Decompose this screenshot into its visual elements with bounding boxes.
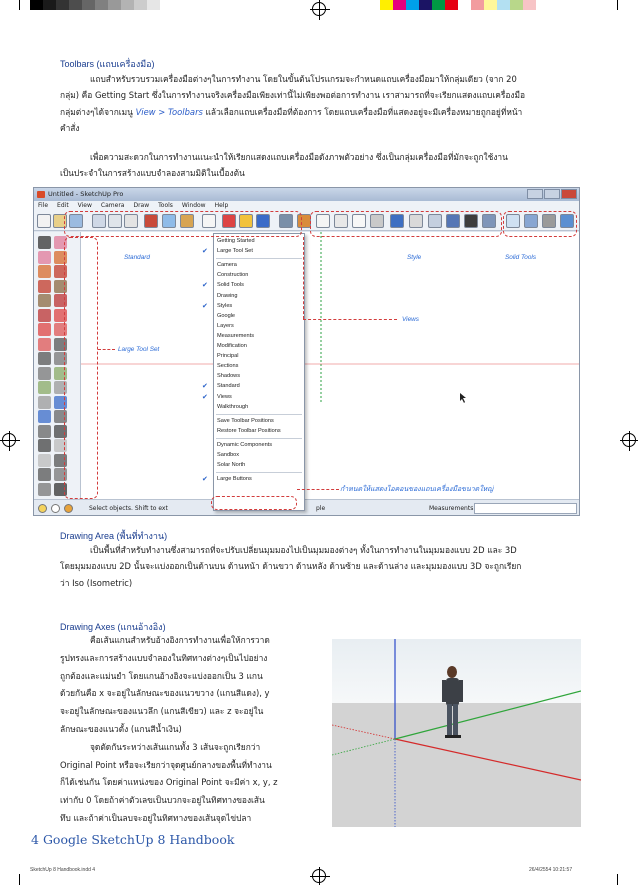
views-leader-v bbox=[303, 237, 304, 319]
large-tool-icon[interactable] bbox=[38, 309, 51, 322]
menu-item-label: Getting Started bbox=[217, 238, 255, 244]
text-line: ถูกต้องและแม่นยำ โดยแกนอ้างอิงจะแบ่งออกเป็น 3 แกน bbox=[60, 670, 263, 681]
toolbar-menu-item[interactable] bbox=[202, 393, 304, 403]
slug-left: SketchUp 8 Handbook.indd 4 bbox=[30, 867, 96, 873]
color-swatch bbox=[510, 0, 523, 10]
menu-item-label: Construction bbox=[217, 272, 249, 279]
maximize-button[interactable] bbox=[544, 189, 560, 199]
text-line: คำสั่ง bbox=[60, 123, 80, 134]
menu-view[interactable]: View bbox=[77, 202, 92, 209]
menu-item-label: Walkthrough bbox=[217, 403, 249, 410]
checkmark-icon: ✔ bbox=[202, 383, 208, 391]
large-tool-set-outline bbox=[64, 237, 98, 499]
callout-large-tool-set: Large Tool Set bbox=[118, 346, 160, 353]
menu-help[interactable]: Help bbox=[214, 202, 229, 209]
text-line: เท่ากับ 0 โดยถ้าค่าตัวเลขเป็นบวกจะอยู่ในทิศทางของเส้น bbox=[60, 795, 265, 806]
color-swatch bbox=[484, 0, 497, 10]
toolbar-menu-item[interactable] bbox=[202, 475, 304, 485]
menu-separator bbox=[216, 258, 302, 259]
large-tool-icon[interactable] bbox=[38, 454, 51, 467]
color-swatch bbox=[458, 0, 471, 10]
drawing-canvas[interactable] bbox=[81, 232, 579, 499]
toolbar-menu-item[interactable] bbox=[214, 362, 304, 372]
toolbar-menu-item[interactable] bbox=[214, 237, 304, 247]
menu-item-label: Views bbox=[217, 393, 232, 400]
process-color-bar bbox=[380, 0, 536, 10]
large-buttons-leader bbox=[297, 489, 339, 490]
text-line: กลุ่มต่างๆได้จากเมนู View > Toolbars แล้วเลือกแถบเครื่องมือที่ต้องการ โดยแถบเครื่องมือที่แสดงอยู่จะมีเครื่องหมายถูกอยู่ที่หน้า bbox=[60, 106, 523, 117]
text-line: จุดตัดกันระหว่างเส้นแกนทั้ง 3 เส้นจะถูกเรียกว่า bbox=[90, 741, 261, 752]
text-line: กลุ่ม) คือ Getting Start ซึ่งในการทำงานจริงเครื่องมือเพียงเท่านี้ไม่เพียงพอต่อการทำงาน เราสามารถที่จะเรียกแสดงแถบเครื่องมือ bbox=[60, 90, 526, 101]
text-line: ว่า Iso (Isometric) bbox=[60, 577, 133, 588]
drawing-axes-paragraph bbox=[60, 632, 312, 828]
text-line: ก็ได้เช่นกัน โดยค่าแหน่งของ Original Point จะมีค่า x, y, z bbox=[60, 777, 278, 788]
drawing-axes-heading: Drawing Axes (แกนอ้างอิง) bbox=[60, 622, 166, 632]
menu-item-label: Modification bbox=[217, 343, 247, 349]
menu-separator bbox=[216, 414, 302, 415]
toolbar-menu-item[interactable] bbox=[214, 322, 304, 332]
solid-tools-outline bbox=[503, 211, 577, 237]
color-swatch bbox=[108, 0, 121, 10]
callout-solid-tools: Solid Tools bbox=[505, 254, 537, 261]
measurements-label: Measurements bbox=[429, 505, 474, 512]
minimize-button[interactable] bbox=[527, 189, 543, 199]
text-line: คือเส้นแกนสำหรับอ้างอิงการทำงานเพื่อให้การวาด bbox=[90, 635, 270, 645]
menu-item-label: Sandbox bbox=[217, 452, 240, 458]
credits-icon[interactable] bbox=[51, 504, 60, 513]
large-tool-icon[interactable] bbox=[38, 468, 51, 481]
large-tool-icon[interactable] bbox=[38, 236, 51, 249]
menu-item-label: Styles bbox=[217, 302, 233, 309]
slug-right: 26/4/2554 10:21:57 bbox=[529, 867, 573, 873]
color-swatch bbox=[30, 0, 43, 10]
menu-item-label: Restore Toolbar Positions bbox=[217, 427, 281, 434]
menu-item-label: Solar North bbox=[217, 462, 246, 469]
toolbar-menu-item[interactable] bbox=[214, 332, 304, 342]
color-swatch bbox=[523, 0, 536, 10]
color-swatch bbox=[82, 0, 95, 10]
large-tool-icon[interactable] bbox=[38, 251, 51, 264]
text-line: แถบสำหรับรวบรวมเครื่องมือต่างๆในการทำงาน โดยในขั้นต้นโปรแกรมจะกำหนดแถบเครื่องมือมาให้กลุ่มเดียว (จาก 20 bbox=[90, 74, 517, 84]
views-leader-h bbox=[303, 319, 397, 320]
menu-item-label: Save Toolbar Positions bbox=[217, 417, 274, 424]
close-button[interactable] bbox=[561, 189, 577, 199]
toolbars-paragraph-2 bbox=[60, 149, 581, 182]
large-tool-icon[interactable] bbox=[38, 280, 51, 293]
toolbars-submenu bbox=[202, 233, 305, 511]
large-tool-icon[interactable] bbox=[38, 265, 51, 278]
menu-item-label: Principal bbox=[217, 353, 239, 360]
registration-mark-left bbox=[2, 433, 16, 447]
callout-large-buttons: กำหนดให้แสดงไอคอนของแถบเครื่องมือขนาดใหญ่ bbox=[340, 486, 494, 493]
page-footer bbox=[31, 832, 234, 847]
color-swatch bbox=[471, 0, 484, 10]
cursor-arrow-icon bbox=[460, 393, 466, 403]
status-bar bbox=[34, 499, 580, 516]
status-text: Select objects. Shift to ext bbox=[89, 505, 168, 512]
window-titlebar bbox=[34, 188, 579, 201]
color-swatch bbox=[406, 0, 419, 10]
large-tool-icon[interactable] bbox=[38, 381, 51, 394]
color-swatch bbox=[43, 0, 56, 10]
drawing-axes-illustration bbox=[332, 639, 581, 827]
menu-edit[interactable]: Edit bbox=[57, 202, 69, 209]
menu-window[interactable]: Window bbox=[181, 202, 206, 209]
toolbar-menu-item[interactable] bbox=[202, 247, 304, 257]
menu-item-label: Drawing bbox=[217, 292, 238, 299]
large-tool-icon[interactable] bbox=[38, 352, 51, 365]
checkmark-icon: ✔ bbox=[202, 282, 208, 290]
toolbars-paragraph-1 bbox=[60, 71, 581, 137]
menu-tools[interactable]: Tools bbox=[158, 202, 173, 209]
large-tool-icon[interactable] bbox=[38, 439, 51, 452]
menu-bar bbox=[34, 201, 579, 211]
color-swatch bbox=[95, 0, 108, 10]
checkmark-icon: ✔ bbox=[202, 302, 208, 310]
menu-item-label: Google bbox=[217, 312, 236, 319]
callout-standard: Standard bbox=[124, 254, 150, 261]
checkmark-icon: ✔ bbox=[202, 476, 208, 484]
toolbar-menu-item[interactable] bbox=[214, 271, 304, 281]
toolbar-menu-item[interactable] bbox=[214, 451, 304, 461]
text-line: โดยมุมมองแบบ 2D นั้นจะแบ่งออกเป็นด้านบน ด้านหน้า ด้านขวา ด้านหลัง ด้านซ้าย และด้านล่าง และมุมมองแบบ 3D จะถูกเรียก bbox=[60, 561, 522, 572]
toolbar-menu-item[interactable] bbox=[202, 281, 304, 291]
large-tool-icon[interactable] bbox=[38, 294, 51, 307]
toolbar-menu-item[interactable] bbox=[214, 352, 304, 362]
toolbar-menu-item[interactable] bbox=[214, 417, 304, 427]
page-number: 4 bbox=[31, 832, 39, 847]
toolbar-menu-item[interactable] bbox=[214, 292, 304, 302]
toolbar-menu-item[interactable] bbox=[214, 312, 304, 322]
canvas-axes bbox=[81, 232, 579, 499]
menu-item-label: Solid Tools bbox=[217, 282, 244, 289]
text-line: เป็นพื้นที่สำหรับทำงานซึ่งสามารถที่จะปรับเปลี่ยนมุมมองไปเป็นมุมมองต่างๆ ทั้งในการทำงานในมุมมองแบบ 2D และ 3D bbox=[90, 545, 517, 555]
window-title: Untitled - SketchUp Pro bbox=[48, 190, 124, 198]
large-buttons-outline bbox=[211, 496, 297, 510]
toolbar-menu-item[interactable] bbox=[202, 302, 304, 312]
menu-draw[interactable]: Draw bbox=[133, 202, 150, 209]
menu-path: View > Toolbars bbox=[135, 106, 203, 117]
status-text-suffix: ple bbox=[316, 505, 326, 512]
measurements-field[interactable] bbox=[474, 503, 577, 514]
help-icon[interactable] bbox=[64, 504, 73, 513]
window-controls bbox=[527, 189, 577, 199]
large-tool-icon[interactable] bbox=[38, 338, 51, 351]
toolbar-menu-item[interactable] bbox=[202, 382, 304, 392]
callout-views: Views bbox=[402, 316, 419, 323]
text-line: จะอยู่ในลักษณะของแนวลึก (แกนสีเขียว) และ z จะอยู่ใน bbox=[60, 706, 264, 717]
toolbar-menu-item[interactable] bbox=[214, 372, 304, 382]
color-swatch bbox=[380, 0, 393, 10]
menu-item-label: Standard bbox=[217, 383, 240, 390]
registration-mark-top bbox=[312, 2, 326, 16]
grayscale-color-bar bbox=[30, 0, 160, 10]
drawing-area-heading: Drawing Area (พื้นที่ทำงาน) bbox=[60, 531, 168, 541]
large-tool-icon[interactable] bbox=[38, 410, 51, 423]
registration-mark-bottom bbox=[312, 869, 326, 883]
toolbar-menu-item[interactable] bbox=[214, 342, 304, 352]
toolbar-menu-item[interactable] bbox=[214, 461, 304, 471]
large-tool-icon[interactable] bbox=[38, 367, 51, 380]
color-swatch bbox=[147, 0, 160, 10]
text-line: Original Point หรือจะเรียกว่าจุดศูนย์กลางของพื้นที่ทำงาน bbox=[60, 759, 272, 770]
color-swatch bbox=[134, 0, 147, 10]
crop-mark bbox=[617, 0, 618, 10]
menu-item-label: Measurements bbox=[217, 332, 254, 339]
drawing-area-paragraph bbox=[60, 542, 581, 591]
menu-file[interactable]: File bbox=[38, 202, 49, 209]
color-swatch bbox=[497, 0, 510, 10]
menu-item-label: Layers bbox=[217, 322, 234, 329]
menu-item-label: Shadows bbox=[217, 373, 241, 380]
large-tool-set-leader bbox=[98, 349, 115, 350]
large-tool-icon[interactable] bbox=[38, 425, 51, 438]
color-swatch bbox=[393, 0, 406, 10]
geo-location-icon[interactable] bbox=[38, 504, 47, 513]
color-swatch bbox=[56, 0, 69, 10]
text-line: เป็นประจำในการสร้างแบบจำลองสามมิติในเบื้องต้น bbox=[60, 168, 245, 179]
checkmark-icon: ✔ bbox=[202, 248, 208, 256]
toolbars-heading: Toolbars (แถบเครื่องมือ) bbox=[60, 59, 155, 69]
menu-item-label: Dynamic Components bbox=[217, 441, 273, 448]
text-line: ลักษณะของแนวตั้ง (แกนสีน้ำเงิน) bbox=[60, 723, 182, 734]
standard-toolbar-outline bbox=[64, 211, 302, 237]
color-swatch bbox=[445, 0, 458, 10]
toolbar-menu-item[interactable] bbox=[214, 441, 304, 451]
style-toolbar-outline bbox=[310, 211, 502, 237]
large-tool-icon[interactable] bbox=[38, 396, 51, 409]
color-swatch bbox=[432, 0, 445, 10]
color-swatch bbox=[69, 0, 82, 10]
large-tool-icon[interactable] bbox=[38, 323, 51, 336]
large-tool-icon[interactable] bbox=[38, 483, 51, 496]
crop-mark bbox=[19, 874, 20, 885]
checkmark-icon: ✔ bbox=[202, 393, 208, 401]
color-swatch bbox=[419, 0, 432, 10]
text-line: ด้วยกันคือ x จะอยู่ในลักษณะของแนวขวาง (แกนสีแดง), y bbox=[60, 688, 270, 699]
menu-separator bbox=[216, 438, 302, 439]
text-line: รูปทรงและการสร้างแบบจำลองในทิศทางต่างๆเป็นไปอย่าง bbox=[60, 652, 268, 663]
toolbar-menu-item[interactable] bbox=[214, 427, 304, 437]
menu-camera[interactable]: Camera bbox=[100, 202, 125, 209]
text-line: เพื่อความสะดวกในการทำงานแนะนำให้เรียกแสดงแถบเครื่องมือดังภาพตัวอย่าง ซึ่งเป็นกลุ่มเครื่องมือที่มักจะถูกใช้งาน bbox=[90, 152, 508, 162]
toolbar-tool-icon[interactable] bbox=[37, 214, 51, 228]
crop-mark bbox=[19, 0, 20, 10]
axes-scene bbox=[332, 639, 581, 827]
callout-style: Style bbox=[407, 254, 422, 261]
toolbar-menu-item[interactable] bbox=[214, 261, 304, 271]
color-swatch bbox=[121, 0, 134, 10]
menu-item-label: Sections bbox=[217, 363, 239, 370]
toolbar-menu-item[interactable] bbox=[214, 403, 304, 413]
menu-item-label: Camera bbox=[217, 262, 237, 269]
menu-item-label: Large Buttons bbox=[217, 476, 252, 483]
book-title: Google SketchUp 8 Handbook bbox=[42, 832, 235, 847]
menu-separator bbox=[216, 472, 302, 473]
sketchup-logo-icon bbox=[37, 191, 45, 198]
menu-item-label: Large Tool Set bbox=[217, 248, 253, 255]
registration-mark-right bbox=[622, 433, 636, 447]
crop-mark bbox=[617, 874, 618, 885]
text-line: ทึบ และถ้าค่าเป็นลบจะอยู่ในทิศทางของเส้นจุดไข่ปลา bbox=[60, 812, 252, 823]
